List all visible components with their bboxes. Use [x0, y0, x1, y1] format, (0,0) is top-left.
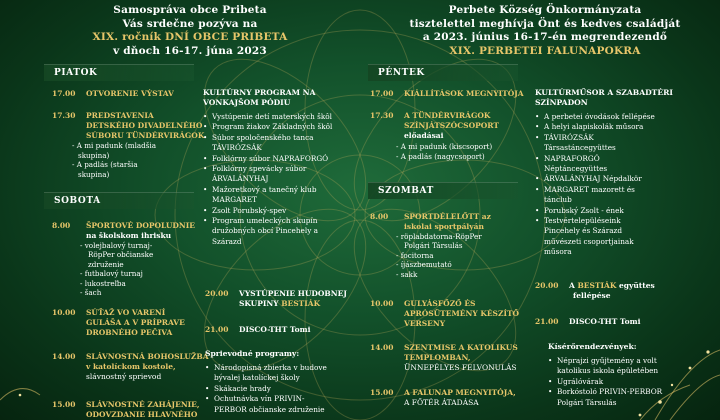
sk-sport-sub2: RöpPer občianske — [88, 250, 154, 260]
list-item: • A perbetei óvodások fellépése — [535, 112, 705, 122]
hu-item-text: Néptáncegyüttes — [544, 164, 608, 174]
sk-band-text-l2: SKUPINY — [239, 298, 279, 308]
hu-culture-title-l1: KULTÚRMŰSOR A SZABADTÉRI — [535, 88, 673, 97]
hu-item-text: műsora — [544, 247, 572, 257]
list-item — [535, 185, 705, 206]
header-sk — [80, 4, 300, 58]
list-item: • Vystúpenie detí materských škôl — [203, 112, 363, 122]
list-item: • Porubský Zsolt - ének — [535, 206, 705, 216]
list-item — [205, 394, 365, 415]
hu-sport-sub5: - sakk — [396, 269, 418, 279]
sk-event-mass-time: 14.00 — [52, 352, 76, 361]
list-item — [535, 154, 705, 175]
sk-band-text-l1: VYSTÚPENIE HUDOBNEJ — [239, 289, 347, 298]
hu-band-text — [569, 281, 655, 301]
hu-event-sport — [370, 212, 530, 279]
sk-theater-sub4: skupina) — [78, 169, 110, 179]
sk-extra-text: Národopisná zbierka v budove — [214, 363, 327, 372]
hu-item-text: NAPRAFORGÓ — [544, 153, 600, 163]
hu-extra-text: Polgári Társulás — [557, 397, 617, 407]
hu-band-post2: fellépése — [573, 290, 611, 300]
hu-item-text: tánclub — [544, 195, 572, 205]
hu-goulash-l2: APRÓSÜTEMÉNY KÉSZÍTŐ — [404, 308, 520, 318]
sk-item-text: ÁRVALÁNYHAJ — [212, 174, 269, 184]
sk-event-goulash-time: 10.00 — [52, 308, 76, 317]
hu-culture-list — [535, 112, 705, 258]
hu-event-exhibitions-time: 17.00 — [370, 89, 394, 98]
sk-event-mass — [52, 352, 212, 381]
sk-culture-title-l1: KULTÚRNY PROGRAM NA — [203, 88, 316, 97]
sk-goulash-l2: GULÁŠA A V PRÍPRAVE — [86, 317, 185, 327]
sk-item-text: TÁVIRÓZSÁK — [212, 143, 262, 153]
sk-event-ceremony-time: 15.00 — [52, 400, 76, 409]
header-sk-line3: XIX. ročník DNÍ OBCE PRIBETA — [92, 31, 288, 43]
sk-extra-text: bývalej katolíckej školy — [214, 373, 300, 383]
hu-extra-text: katolikus iskola épületében — [557, 366, 659, 376]
sk-band-time: 20.00 — [205, 289, 229, 298]
hu-item-text: művészeti csoportjainak — [544, 236, 634, 246]
hu-extra-list — [548, 356, 713, 408]
sk-event-opening-name: OTVORENIE VÝSTAV — [86, 89, 174, 98]
hu-event-mass-time: 14.00 — [370, 343, 394, 352]
sk-sport-sub4: - futbalový turnaj — [80, 269, 143, 279]
hu-band — [535, 281, 710, 301]
sk-event-mass-name — [86, 352, 209, 381]
sk-item-text: Folklórny spevácky súbor — [212, 164, 307, 174]
list-item — [203, 216, 363, 247]
sk-event-sport-time: 8.00 — [52, 221, 71, 230]
hu-opening-l2: A FŐTÉR ÁTADÁSA — [404, 397, 479, 407]
day-piatok: PIATOK — [44, 64, 194, 81]
sk-sport-sub1: - volejbalový turnaj- — [80, 240, 153, 250]
hu-event-opening — [370, 388, 535, 408]
sk-item-text: Szárazd — [212, 236, 242, 246]
sk-goulash-l1: SÚŤAŽ VO VARENÍ — [86, 308, 166, 317]
hu-disco-text: DISCO-THT Tomi — [569, 317, 641, 326]
hu-extra-programs — [548, 342, 713, 408]
list-item: • Ugrálóvárak — [548, 377, 713, 387]
hu-culture-title-l2: SZÍNPADON — [535, 98, 588, 107]
day-sobota: SOBOTA — [44, 192, 194, 209]
hu-event-sport-name — [404, 212, 491, 232]
header-hu-line4: XIX. PERBETEI FALUNAPOKRA — [449, 44, 641, 57]
sk-sport-l1: ŠPORTOVÉ DOPOLUDNIE — [86, 221, 196, 230]
sk-item-text: MARGARET — [212, 195, 258, 205]
sk-extra-text: Ochutnávka vín PRIVIN- — [214, 394, 305, 404]
hu-event-sport-time: 8.00 — [370, 212, 389, 221]
hu-culture-title — [535, 88, 705, 108]
sk-theater-sub3: - A padlás (staršia — [72, 160, 138, 170]
sk-extra-text: PERBOR občianske združenie — [214, 404, 325, 414]
hu-mass-l1: SZENTMISE A KATOLIKUS — [404, 343, 518, 352]
hu-sport-sub2: Polgári Társulás — [404, 241, 463, 251]
hu-theater-l2: SZÍNJÁTSZÓCSOPORT — [404, 120, 499, 130]
list-item — [535, 216, 705, 258]
sk-extra-list — [205, 363, 365, 415]
sk-item-text: Program umeleckých skupín — [212, 216, 318, 226]
hu-event-opening-name — [404, 388, 516, 408]
hu-item-text: Pincehely és Szárazd — [544, 226, 623, 236]
header-hu — [395, 4, 695, 58]
sk-event-theater-name — [86, 111, 204, 140]
hu-sport-sub4: - íjászbemutató — [396, 260, 452, 270]
sk-theater-l2: DETSKÉHO DIVADELNÉHO — [86, 120, 203, 130]
sk-goulash-l3: DROBNÉHO PEČIVA — [86, 327, 173, 337]
sk-band — [205, 289, 365, 309]
list-item: • Folklórny súbor NAPRAFORGÓ — [203, 154, 363, 164]
header-sk-line4: v dňoch 16-17. júna 2023 — [113, 44, 267, 57]
sk-ceremony-l1: SLÁVNOSTNÉ ZAHÁJENIE, — [86, 400, 200, 409]
header-sk-line2: Vás srdečne pozýva na — [122, 17, 258, 30]
sk-sport-sub5: - lukostreľba — [80, 278, 126, 288]
sk-extra-title: Sprievodné programy: — [205, 349, 300, 358]
hu-event-mass — [370, 343, 535, 372]
sk-item-text: Mažoretkový a tanečný klub — [212, 184, 317, 194]
list-item: • Skákacie hrady — [205, 384, 365, 394]
sk-event-sport — [52, 221, 207, 298]
hu-goulash-l3: VERSENY — [404, 318, 446, 328]
sk-event-sport-name — [86, 221, 195, 241]
list-item — [548, 356, 713, 377]
list-item — [203, 164, 363, 185]
list-item — [535, 133, 705, 154]
hu-disco-time: 21.00 — [535, 317, 559, 326]
sk-event-goulash-name — [86, 308, 185, 337]
hu-event-theater-time: 17.30 — [370, 111, 394, 120]
sk-item-text: družobných obcí Pincehely a — [212, 226, 318, 236]
hu-opening-l1: A FALUNAP MEGNYITÓJA, — [404, 388, 516, 397]
hu-mass-l2: TEMPLOMBAN, — [404, 352, 471, 362]
hu-event-theater-name — [404, 111, 499, 140]
sk-extra-programs — [205, 349, 365, 415]
hu-culture-program — [535, 88, 705, 258]
sk-theater-sub1: - A mi padunk (mladšia — [72, 141, 157, 151]
sk-theater-l1: PREDSTAVENIA — [86, 111, 154, 120]
sk-event-ceremony-name — [86, 400, 200, 420]
sk-ceremony-l2: ODOVZDANIE HLAVNÉHO — [86, 409, 198, 419]
sk-culture-list — [203, 112, 363, 247]
list-item: • ÁRVALÁNYHAJ Népdalkör — [535, 174, 705, 184]
sk-culture-title — [203, 88, 363, 108]
hu-theater-sub1: - A mi padunk (kiscsoport) — [396, 142, 493, 152]
hu-extra-text: Néprajzi gyűjtemény a volt — [557, 356, 657, 365]
hu-event-exhibitions — [370, 89, 530, 99]
sk-mass-l1: SLÁVNOSTNÁ BOHOSLUŽBA — [86, 352, 209, 361]
hu-event-mass-name — [404, 343, 518, 372]
hu-goulash-l1: GULYÁSFŐZŐ ÉS — [404, 299, 476, 308]
hu-sport-sub3: - focitorna — [396, 250, 434, 260]
sk-sport-sub3: združenie — [88, 259, 124, 269]
sk-mass-sub: slávnostný sprievod — [86, 371, 162, 381]
list-item — [548, 387, 713, 408]
hu-band-post: együttes — [618, 281, 655, 290]
sk-disco-text: DISCO-THT Tomi — [239, 325, 311, 334]
hu-sport-sub1: - röplabdatorna-RöpPer — [396, 231, 482, 241]
day-pentek: PÉNTEK — [368, 64, 518, 81]
hu-event-exhibitions-name: KIÁLLÍTÁSOK MEGNYITÓJA — [404, 89, 524, 98]
sk-band-text — [239, 289, 347, 309]
hu-event-opening-time: 15.00 — [370, 388, 394, 397]
sk-event-goulash — [52, 308, 212, 337]
hu-sport-l1: SPORTDÉLELŐTT az — [404, 212, 491, 221]
hu-event-theater — [370, 111, 530, 161]
sk-item-text: Súbor spoločenského tanca — [212, 132, 314, 142]
header-sk-line1: Samospráva obce Pribeta — [113, 4, 267, 16]
hu-extra-title: Kísérőrendezvények: — [548, 342, 637, 351]
hu-item-text: Testvértelepüléseink — [544, 216, 621, 226]
day-szombat: SZOMBAT — [368, 182, 518, 199]
hu-event-goulash — [370, 299, 535, 328]
header-hu-line2: tisztelettel meghívja Önt és kedves családját — [409, 17, 681, 30]
list-item: • A helyi alapiskolák műsora — [535, 122, 705, 132]
sk-event-opening-time: 17.00 — [52, 89, 76, 98]
sk-event-opening — [52, 89, 202, 99]
hu-band-name: BESTIÁK — [577, 281, 617, 290]
sk-sport-l2: na školskom ihrisku — [86, 230, 172, 240]
sk-culture-program — [203, 88, 363, 247]
sk-event-theater-time: 17.30 — [52, 111, 76, 120]
hu-event-goulash-name — [404, 299, 519, 328]
hu-band-time: 20.00 — [535, 281, 559, 290]
hu-mass-sub: ÜNNEPÉLYES FELVONULÁS — [404, 362, 517, 372]
hu-extra-text: Borkóstoló PRIVIN-PERBOR — [557, 387, 663, 397]
hu-theater-sub2: - A padlás (nagycsoport) — [396, 151, 485, 161]
header-hu-line1: Perbete Község Önkormányzata — [448, 4, 642, 16]
header-hu-line3: a 2023. június 16-17-én megrendezendő — [422, 31, 668, 43]
list-item — [203, 185, 363, 206]
sk-mass-l2: v katolíckom kostole, — [86, 361, 176, 371]
list-item — [205, 363, 365, 384]
hu-item-text: Társastáncegyüttes — [544, 143, 616, 153]
hu-item-text: MARGARET mazorett és — [544, 184, 635, 194]
hu-item-text: TÁVIRÓZSÁK — [544, 132, 594, 142]
hu-disco — [535, 317, 710, 327]
sk-sport-sub6: - šach — [80, 288, 102, 298]
hu-event-goulash-time: 10.00 — [370, 299, 394, 308]
list-item — [203, 133, 363, 154]
sk-theater-l3: SÚBORU TÜNDÉRVIRÁGOK — [86, 130, 205, 140]
sk-culture-title-l2: VONKAJŠOM PÓDIU — [203, 98, 291, 107]
sk-event-theater — [52, 111, 207, 179]
sk-band-name: BESTIÁK — [281, 298, 321, 308]
list-item: • Zsolt Porubský-spev — [203, 206, 363, 216]
hu-theater-l3: előadásai — [404, 130, 444, 140]
sk-disco-time: 21.00 — [205, 325, 229, 334]
sk-disco — [205, 325, 365, 335]
hu-sport-l2: iskolai sportpályán — [404, 221, 484, 231]
list-item: • Program žiakov Základných škôl — [203, 122, 363, 132]
hu-band-pre: A — [569, 281, 575, 290]
hu-theater-l1: A TÜNDÉRVIRÁGOK — [404, 111, 491, 120]
sk-theater-sub2: skupina) — [78, 150, 110, 160]
sk-event-ceremony — [52, 400, 217, 420]
